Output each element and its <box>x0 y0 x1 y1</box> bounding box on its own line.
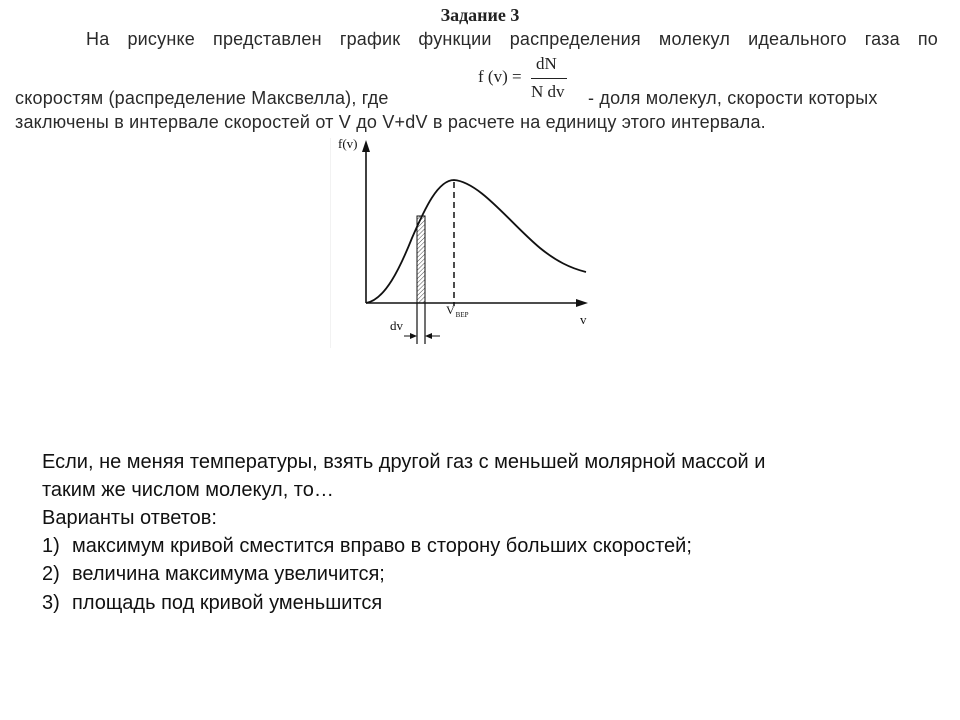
answer-option-number: 1) <box>42 535 60 557</box>
question-line-1: Если, не меняя температуры, взять другой газ с меньшей молярной массой и <box>42 451 766 473</box>
dv-arrow-left-head <box>410 333 417 339</box>
answer-option-1 <box>42 535 692 558</box>
task-text-line-3: заключены в интервале скоростей от V до V+dV в расчете на единицу этого интервала. <box>15 112 766 132</box>
formula-numerator: dN <box>536 54 557 73</box>
x-axis-label: v <box>580 312 587 327</box>
answer-option-3 <box>42 592 382 615</box>
answer-option-text: величина максимума увеличится; <box>72 563 385 585</box>
formula-lhs: f (v) = <box>478 67 522 86</box>
task-text-line-2-end: - доля молекул, скорости которых <box>588 88 878 108</box>
question-line-2: таким же числом молекул, то… <box>42 479 334 501</box>
most-probable-speed-symbol: V <box>446 303 455 317</box>
task-text-line-2-start: скоростям (распределение Максвелла), где <box>15 88 389 108</box>
x-axis-arrow <box>576 299 588 307</box>
formula-denominator: N dv <box>531 82 565 101</box>
maxwell-distribution-figure <box>330 128 610 350</box>
answer-option-number: 2) <box>42 563 60 585</box>
task-text-line-1: На рисунке представлен график функции распределения молекул идеального газа по <box>86 29 938 49</box>
dv-arrow-right-head <box>425 333 432 339</box>
answer-option-2 <box>42 563 385 586</box>
answers-heading: Варианты ответов: <box>42 507 217 529</box>
dv-label: dv <box>390 318 403 333</box>
answer-option-number: 3) <box>42 592 60 614</box>
dv-hatched-strip <box>417 216 425 303</box>
most-probable-speed-label <box>446 303 469 319</box>
distribution-curve <box>366 180 586 303</box>
answer-option-text: максимум кривой сместится вправо в сторону больших скоростей; <box>72 535 692 557</box>
y-axis-label: f(v) <box>338 136 358 151</box>
y-axis-arrow <box>362 140 370 152</box>
task-title: Задание 3 <box>440 5 520 25</box>
answer-option-text: площадь под кривой уменьшится <box>72 592 383 614</box>
most-probable-speed-subscript: ВЕР <box>455 311 469 319</box>
fraction-bar <box>531 78 567 79</box>
